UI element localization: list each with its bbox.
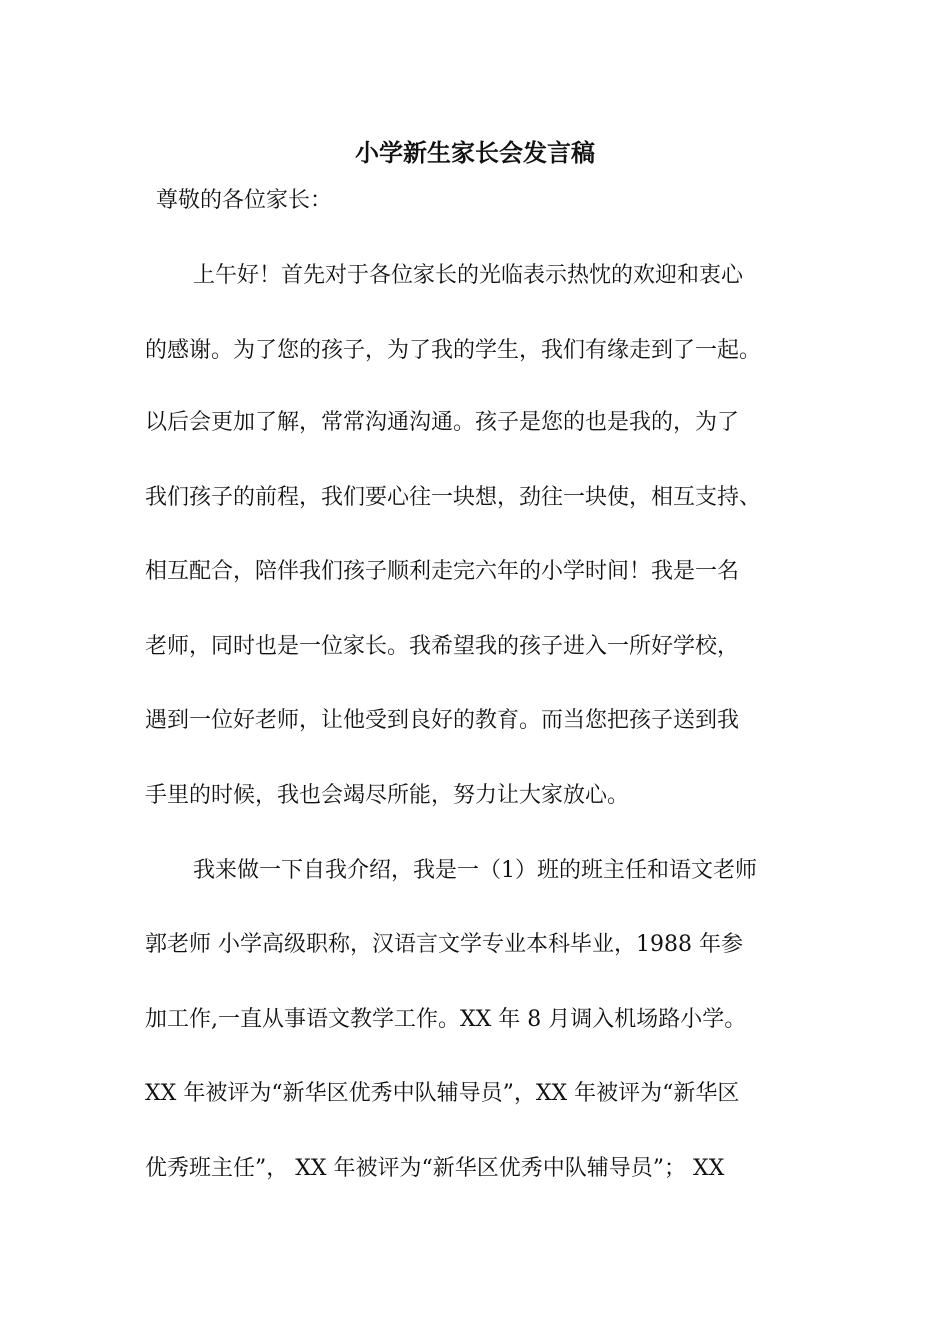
paragraph-line: 优秀班主任”， XX 年被评为“新华区优秀中队辅导员”； XX [145,1156,725,1181]
paragraph-line: 遇到一位好老师，让他受到良好的教育。而当您把孩子送到我 [145,708,740,733]
paragraph-line: 加工作,一直从事语文教学工作。XX 年 8 月调入机场路小学。 [145,1007,747,1032]
paragraph-line: 我们孩子的前程，我们要心往一块想，劲往一块使，相互支持、 [145,485,762,510]
paragraph-line: 我来做一下自我介绍，我是一（1）班的班主任和语文老师 [193,858,757,883]
paragraph-line: 老师，同时也是一位家长。我希望我的孩子进入一所好学校， [145,634,740,659]
paragraph-line: 相互配合，陪伴我们孩子顺利走完六年的小学时间！我是一名 [145,559,740,584]
paragraph-line: 上午好！首先对于各位家长的光临表示热忱的欢迎和衷心 [193,263,744,288]
paragraph-line: 以后会更加了解，常常沟通沟通。孩子是您的也是我的，为了 [145,410,740,435]
paragraph-line: XX 年被评为“新华区优秀中队辅导员”，XX 年被评为“新华区 [145,1081,740,1106]
paragraph-line: 手里的时候，我也会竭尽所能，努力让大家放心。 [145,783,630,808]
document-title: 小学新生家长会发言稿 [355,138,595,167]
paragraph-line: 郭老师 小学高级职称，汉语言文学专业本科毕业，1988 年参 [145,932,743,957]
paragraph-line: 的感谢。为了您的孩子，为了我的学生，我们有缘走到了一起。 [145,338,762,363]
salutation: 尊敬的各位家长： [156,188,333,213]
